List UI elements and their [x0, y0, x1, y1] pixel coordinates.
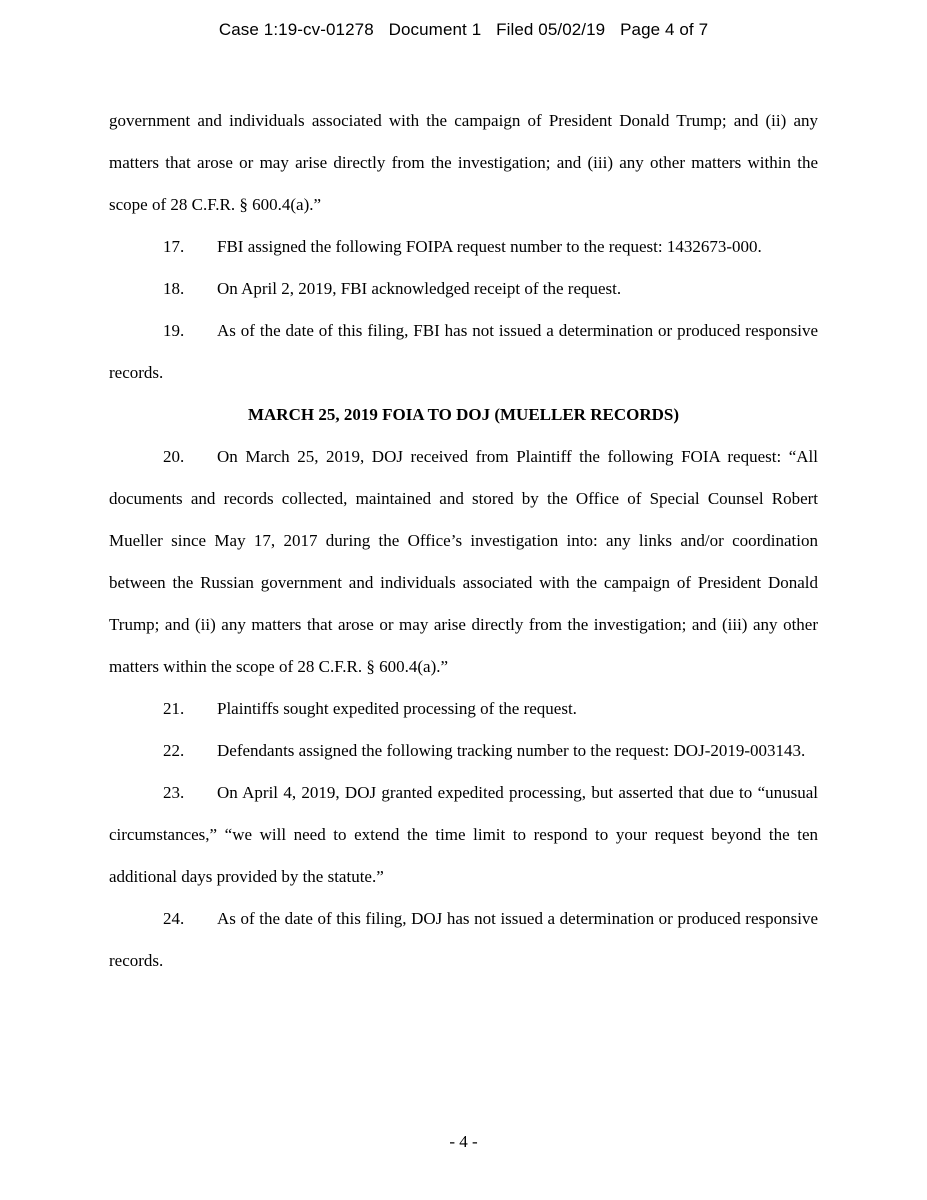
paragraph-text: As of the date of this filing, DOJ has not issued a determination or produced responsive records.: [109, 909, 818, 970]
paragraph-19: [109, 310, 818, 394]
paragraph-23: [109, 772, 818, 898]
paragraph-number: 22.: [163, 741, 185, 760]
paragraph-text: On April 2, 2019, FBI acknowledged receipt of the request.: [217, 279, 622, 298]
paragraph-17: [109, 226, 818, 268]
paragraph-text: FBI assigned the following FOIPA request number to the request: 1432673-000.: [217, 237, 762, 256]
paragraph-number: 23.: [163, 783, 185, 802]
section-heading: MARCH 25, 2019 FOIA TO DOJ (MUELLER RECORDS): [247, 405, 679, 424]
continuation-paragraph: government and individuals associated with the campaign of President Donald Trump; and (ii) any matters that arose or may arise directly from the investigation; and (iii) any other matters within the scope of 28 C.F.R. § 600.4(a).”: [109, 111, 818, 214]
paragraph-text: On April 4, 2019, DOJ granted expedited processing, but asserted that due to “unusual circumstances,” “we will need to extend the time limit to respond to your request beyond the ten additional days provided by the statute.”: [109, 783, 818, 886]
paragraph-number: 21.: [163, 699, 185, 718]
page-number-footer: - 4 -: [449, 1132, 478, 1151]
paragraph-text: On March 25, 2019, DOJ received from Plaintiff the following FOIA request: “All documents and records collected, maintained and stored by the Office of Special Counsel Robert Mueller since May 17, 2017 during the Office’s investigation into: any links and/or coordination between the Russian government and individuals associated with the campaign of President Donald Trump; and (ii) any matters that arose or may arise directly from the investigation; and (iii) any other matters within the scope of 28 C.F.R. § 600.4(a).”: [109, 447, 818, 676]
paragraph-number: 20.: [163, 447, 185, 466]
paragraph-22: [109, 730, 818, 772]
case-number: Case 1:19-cv-01278: [218, 20, 374, 39]
paragraph-20: [109, 436, 818, 688]
document-body: [109, 100, 818, 982]
paragraph-21: [109, 688, 818, 730]
paragraph-number: 17.: [163, 237, 185, 256]
paragraph-text: Plaintiffs sought expedited processing of the request.: [217, 699, 577, 718]
page-header: [0, 20, 927, 40]
paragraph-text: Defendants assigned the following tracking number to the request: DOJ-2019-003143.: [217, 741, 806, 760]
paragraph-24: [109, 898, 818, 982]
filed-date: Filed 05/02/19: [496, 20, 606, 39]
page-indicator: Page 4 of 7: [620, 20, 709, 39]
paragraph-18: [109, 268, 818, 310]
document-number: Document 1: [388, 20, 482, 39]
paragraph-number: 18.: [163, 279, 185, 298]
paragraph-text: As of the date of this filing, FBI has not issued a determination or produced responsive records.: [109, 321, 818, 382]
paragraph-number: 24.: [163, 909, 185, 928]
paragraph-number: 19.: [163, 321, 185, 340]
